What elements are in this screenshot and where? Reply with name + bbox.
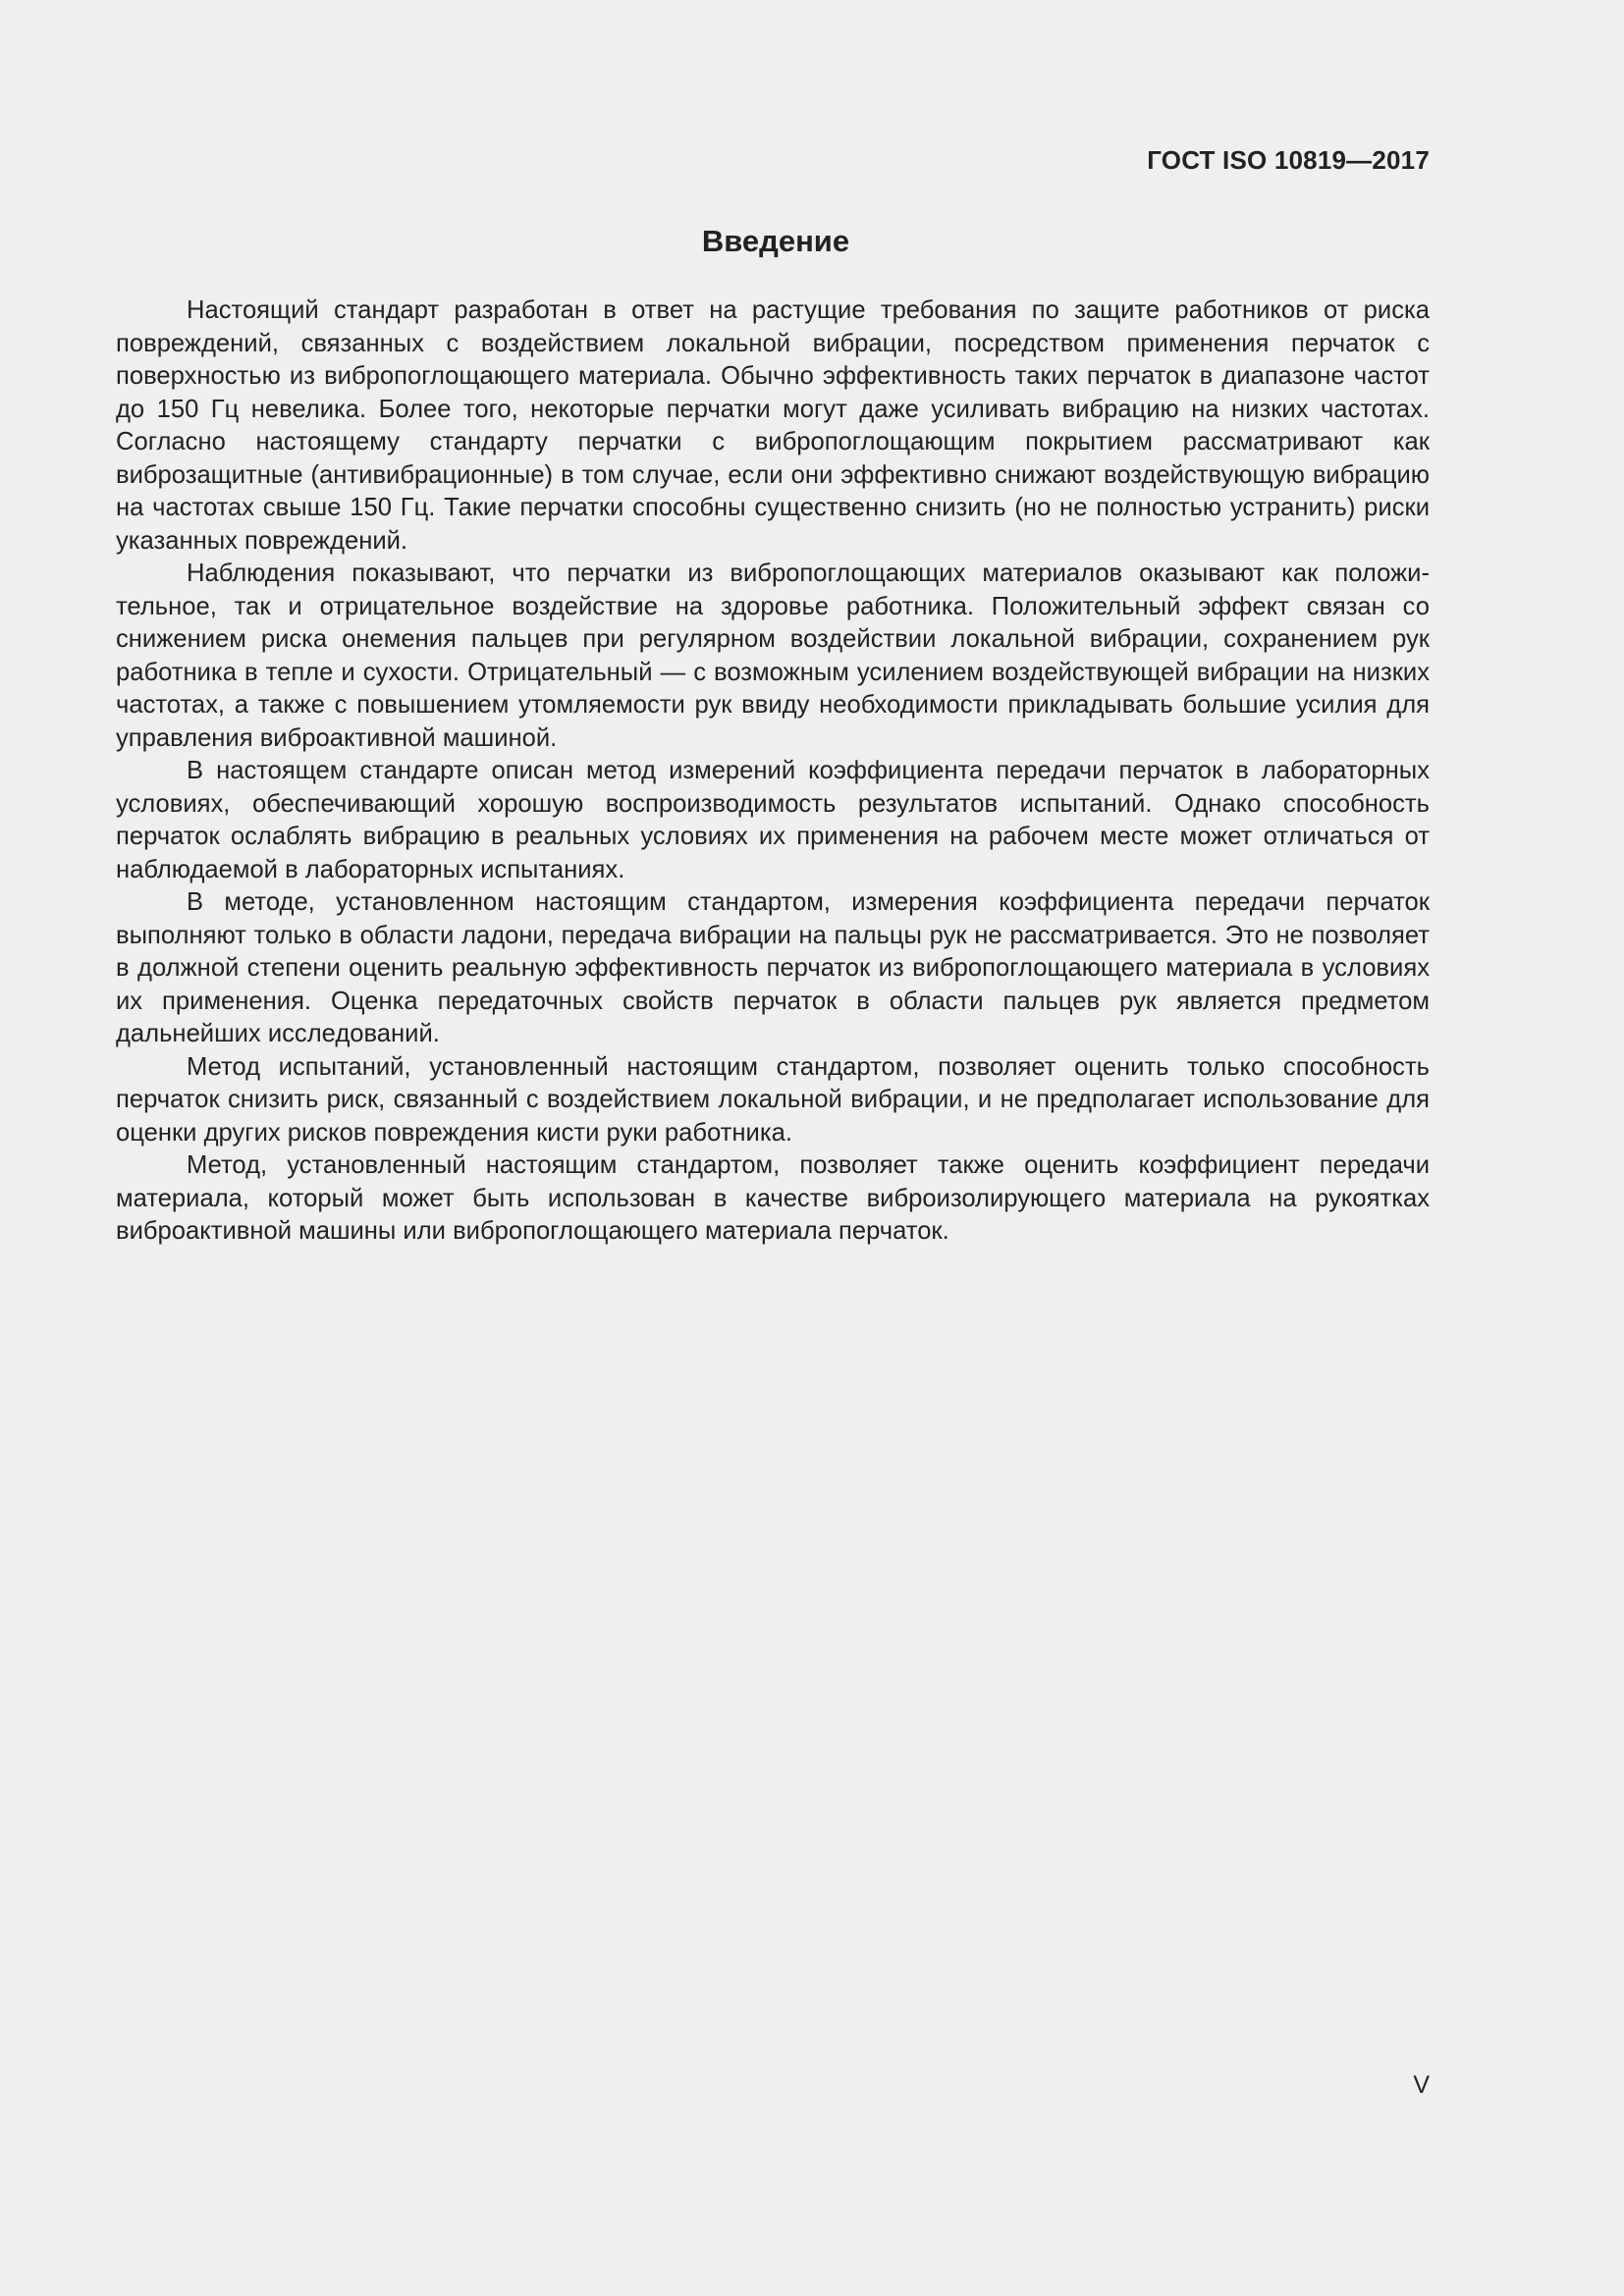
standard-code-header: ГОСТ ISO 10819—2017: [1147, 145, 1430, 175]
section-title: Введение: [701, 224, 850, 258]
paragraph: Наблюдения показывают, что перчатки из вибропоглощающих материалов оказывают как положительное, так и отрицательное воздействие на здоровье работника. Положительный эффект связан со снижением риска онемения пальцев при регулярном воздействии локальной вибрации, сохранением рук работника в тепле и сухости. Отрицательный — с возможным усилением воздействующей вибрации на низких частотах, а также с повышением утомляемости рук ввиду необходимости прикладывать большие усилия для управления виброактивной машиной.: [116, 560, 1430, 752]
page-number: V: [1413, 2071, 1430, 2099]
paragraph: Метод, установленный настоящим стандартом, позволяет также оценить коэффициент передачи материала, который может быть использован в качестве виброизолирующего материала на рукоятках виброактивной машины или вибропоглощающего материала перчаток.: [116, 1151, 1430, 1245]
paragraph: Метод испытаний, установленный настоящим стандартом, позволяет оценить только способность перчаток снизить риск, связанный с воздействием локальной вибрации, и не предполагает использование для оценки других рисков повреждения кисти руки работника.: [116, 1052, 1430, 1147]
section-body: [116, 294, 1430, 1249]
paragraph: В настоящем стандарте описан метод измерений коэффициента передачи перчаток в лабораторных условиях, обеспечивающий хорошую воспроизводимость результатов испытаний. Однако способность перчаток ослаблять вибрацию в реальных условиях их применения на рабочем месте может отличаться от наблюдаемой в лабораторных испытаниях.: [116, 757, 1430, 883]
paragraph: Настоящий стандарт разработан в ответ на растущие требования по защите работников от риска повреждений, связанных с воздействием локальной вибрации, посредством применения перчаток с поверхностью из вибропоглощающего материала. Обычно эффективность таких перчаток в диапазоне частот до 150 Гц невелика. Более того, некоторые перчатки могут даже усиливать вибрацию на низких частотах. Согласно настоящему стандарту перчатки с вибропоглощающим покрытием рассматривают как виброзащитные (антивибрационные) в том случае, если они эффективно снижают воздействующую вибрацию на частотах свыше 150 Гц. Такие перчатки способны существенно снизить (но не полностью устранить) риски указанных повреждений.: [116, 296, 1430, 555]
paragraph: В методе, установленном настоящим стандартом, измерения коэффициента передачи перчаток выполняют только в области ладони, передача вибрации на пальцы рук не рассматривается. Это не позволяет в должной степени оценить реальную эффективность перчаток из вибропоглощающего материала в условиях их применения. Оценка передаточных свойств перчаток в области пальцев рук является предметом дальнейших исследований.: [116, 888, 1430, 1047]
